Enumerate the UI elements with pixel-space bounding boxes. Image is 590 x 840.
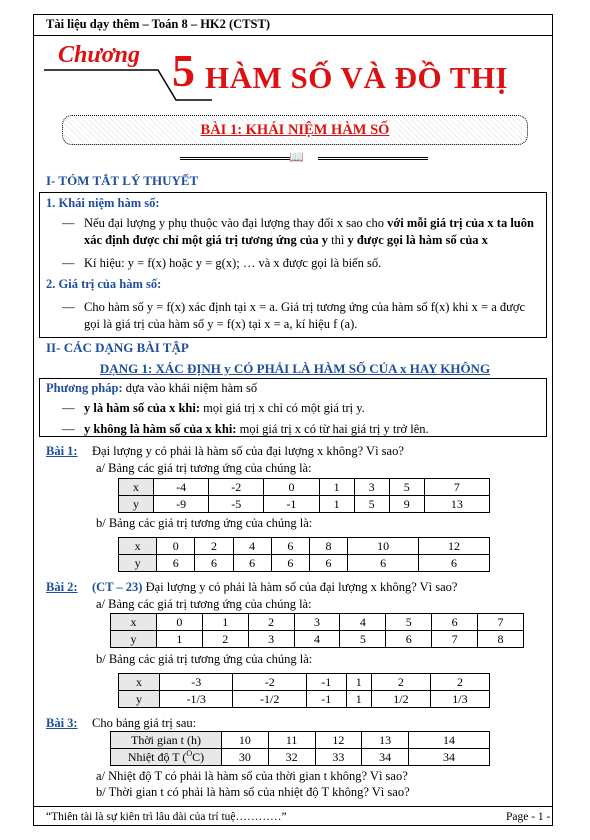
- page-number: Page - 1 -: [506, 811, 551, 823]
- table-row: x 0 1 2 3 4 5 6 7: [111, 614, 524, 631]
- bullet-dash: —: [62, 300, 75, 314]
- method-2: y không là hàm số của x khi: mọi giá trị x có từ hai giá trị y trở lên.: [84, 422, 429, 436]
- header-divider: [33, 35, 553, 36]
- section-2-title: II- CÁC DẠNG BÀI TẬP: [46, 340, 189, 355]
- lesson-title-box: [62, 115, 528, 145]
- bai-2-question: (CT – 23) Đại lượng y có phải là hàm số của đại lượng x không? Vì sao?: [92, 580, 458, 594]
- bai-3-b: b/ Thời gian t có phải là hàm số của nhiệt độ T không? Vì sao?: [96, 785, 410, 799]
- bai-3-label: Bài 3:: [46, 716, 78, 730]
- theory-p1: Nếu đại lượng y phụ thuộc vào đại lượng thay đổi x sao cho với mỗi giá trị của x ta luôn xác định được chỉ một giá trị tương ứng của y thì y được gọi là hàm số của x: [84, 216, 534, 247]
- table-row: Nhiệt độ T ($^O$C) 30 32 33 34 34: [111, 749, 490, 766]
- bai-1-table-a: [118, 478, 490, 513]
- bai-1-label: Bài 1:: [46, 444, 78, 458]
- chapter-title: HÀM SỐ VÀ ĐỒ THỊ: [205, 60, 509, 95]
- bullet-dash: —: [62, 422, 75, 436]
- bai-2-table-b: [118, 673, 490, 708]
- book-icon: 📖: [289, 150, 304, 164]
- table-row: y 1 2 3 4 5 6 7 8: [111, 631, 524, 648]
- divider-right: [318, 157, 428, 160]
- bai-2-label: Bài 2:: [46, 580, 78, 594]
- bai-2-b: b/ Bảng các giá trị tương ứng của chúng là:: [96, 652, 313, 666]
- bai-3-question: Cho bảng giá trị sau:: [92, 716, 197, 730]
- chapter-word: Chương: [58, 42, 140, 68]
- table-row: y -9 -5 -1 1 5 9 13: [119, 496, 490, 513]
- table-row: x 0 2 4 6 8 10 12: [119, 538, 490, 555]
- divider-left: [180, 157, 290, 160]
- bai-2-a: a/ Bảng các giá trị tương ứng của chúng là:: [96, 597, 312, 611]
- bai-2-table-a: [110, 613, 524, 648]
- bai-1-question: Đại lượng y có phải là hàm số của đại lượng x không? Vì sao?: [92, 444, 404, 458]
- table-row: x -4 -2 0 1 3 5 7: [119, 479, 490, 496]
- theory-p2: Kí hiệu: y = f(x) hoặc y = g(x); … và x được gọi là biến số.: [84, 256, 382, 270]
- chapter-number: 5: [172, 45, 195, 96]
- bullet-dash: —: [62, 401, 75, 415]
- lesson-title: BÀI 1: KHÁI NIỆM HÀM SỐ: [197, 122, 394, 138]
- dang-1-title: DẠNG 1: XÁC ĐỊNH y CÓ PHẢI LÀ HÀM SỐ CỦA x HAY KHÔNG: [99, 361, 491, 376]
- table-row: x -3 -2 -1 1 2 2: [119, 674, 490, 691]
- footer-quote: “Thiên tài là sự kiên trì lâu dài của trí tuệ…………”: [46, 811, 287, 823]
- theory-sub1: 1. Khái niệm hàm số:: [46, 196, 160, 210]
- bai-3-table: [110, 731, 490, 766]
- bai-1-table-b: [118, 537, 490, 572]
- table-row: y 6 6 6 6 6 6 6: [119, 555, 490, 572]
- footer-divider: [33, 806, 553, 807]
- bai-3-a: a/ Nhiệt độ T có phải là hàm số của thời gian t không? Vì sao?: [96, 769, 408, 783]
- header-title: Tài liệu dạy thêm – Toán 8 – HK2 (CTST): [46, 17, 270, 31]
- bullet-dash: —: [62, 256, 75, 270]
- table-row: y -1/3 -1/2 -1 1 1/2 1/3: [119, 691, 490, 708]
- method-intro: Phương pháp: dựa vào khái niệm hàm số: [46, 381, 258, 395]
- method-1: y là hàm số của x khi: mọi giá trị x chỉ có một giá trị y.: [84, 401, 365, 415]
- theory-sub2: 2. Giá trị của hàm số:: [46, 277, 162, 291]
- theory-p3: Cho hàm số y = f(x) xác định tại x = a. Giá trị tương ứng của hàm số f(x) khi x = a được gọi là giá trị của hàm số y = f(x) tại x = a, kí hiệu f (a).: [84, 300, 526, 331]
- bai-1-b: b/ Bảng các giá trị tương ứng của chúng là:: [96, 516, 313, 530]
- section-1-title: I- TÓM TẮT LÝ THUYẾT: [46, 173, 199, 188]
- table-row: Thời gian t (h) 10 11 12 13 14: [111, 732, 490, 749]
- bai-1-a: a/ Bảng các giá trị tương ứng của chúng là:: [96, 461, 312, 475]
- bullet-dash: —: [62, 216, 75, 230]
